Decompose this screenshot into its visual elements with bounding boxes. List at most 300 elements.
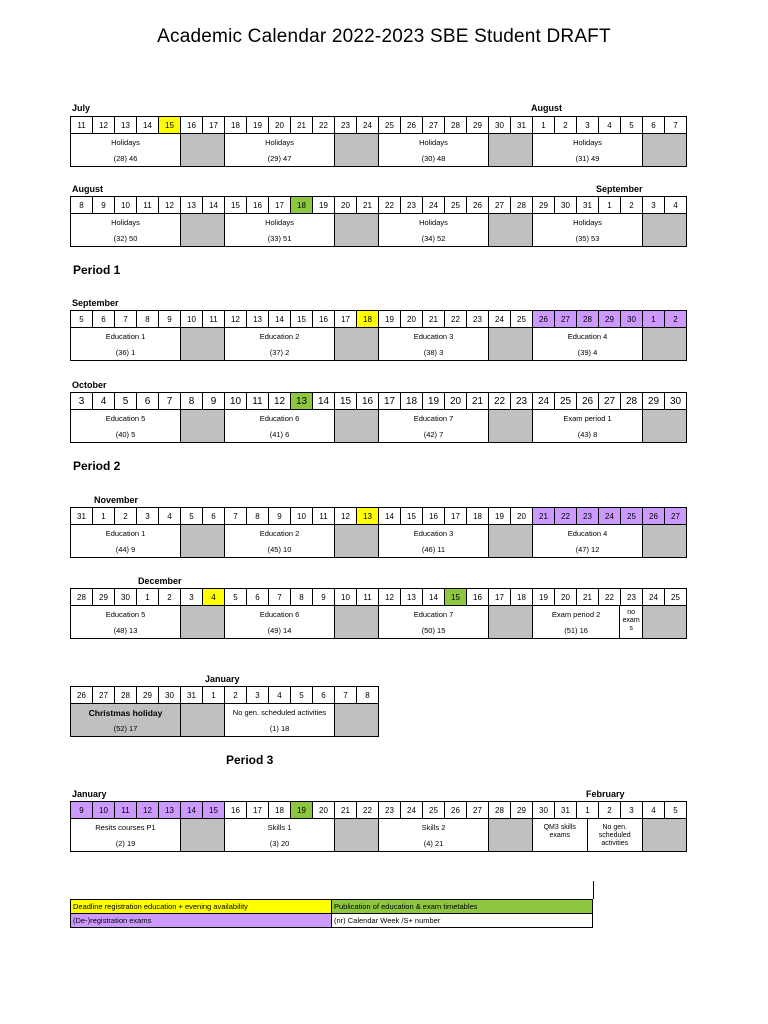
day-cell: 13 [247,311,269,328]
day-cell: 11 [247,393,269,410]
day-cell: 20 [401,311,423,328]
day-cell: 27 [423,117,445,134]
weekend-cell [335,134,379,167]
day-cell: 24 [643,589,665,606]
week-cell [71,214,181,247]
day-cell: 13 [159,802,181,819]
day-cell: 2 [665,311,687,328]
week-label: Skills 2 [421,823,446,832]
day-cell: 5 [71,311,93,328]
week-label: Holidays [111,138,140,147]
day-cell: 3 [181,589,203,606]
day-cell: 16 [423,508,445,525]
day-row [70,801,687,819]
day-cell: 29 [467,117,489,134]
day-cell: 21 [423,311,445,328]
weekend-cell [335,704,379,737]
week-note: no exam s [622,609,640,632]
day-cell: 13 [401,589,423,606]
day-cell: 27 [599,393,621,410]
week-number: (43) 8 [577,430,598,439]
day-row [70,116,687,134]
week-row [70,328,687,361]
day-row [70,310,687,328]
week-cell [533,410,643,443]
day-cell: 6 [313,687,335,704]
day-cell: 20 [511,508,533,525]
month-label-july: July [72,103,91,113]
day-cell: 14 [203,197,225,214]
weekend-cell [335,328,379,361]
day-cell: 5 [665,802,687,819]
day-cell: 26 [445,802,467,819]
week-number: (42) 7 [423,430,444,439]
day-cell: 16 [313,311,335,328]
day-cell: 29 [599,311,621,328]
day-cell: 7 [269,589,291,606]
day-cell: 7 [665,117,687,134]
day-cell: 7 [115,311,137,328]
week-group [533,328,687,361]
week-group [379,410,533,443]
week-group [225,525,379,558]
day-cell: 6 [137,393,159,410]
weekend-cell [489,606,533,639]
day-cell: 12 [379,589,401,606]
week-cell [225,214,335,247]
calendar-block [70,310,687,361]
day-cell: 25 [379,117,401,134]
day-cell: 18 [357,311,379,328]
day-cell: 2 [555,117,577,134]
week-row [70,525,687,558]
week-label: Christmas holiday [88,708,163,718]
period-3-heading: Period 3 [226,753,274,767]
day-cell: 10 [93,802,115,819]
day-cell: 15 [401,508,423,525]
day-cell: 13 [357,508,379,525]
day-cell: 3 [577,117,599,134]
week-group [533,525,687,558]
week-cell [533,134,643,167]
day-cell: 24 [489,311,511,328]
week-number: (49) 14 [267,626,292,635]
day-cell: 11 [313,508,335,525]
week-group [379,819,533,852]
day-cell: 28 [445,117,467,134]
day-cell: 12 [93,117,115,134]
day-cell: 11 [115,802,137,819]
day-cell: 29 [511,802,533,819]
day-cell: 10 [291,508,313,525]
day-cell: 9 [203,393,225,410]
day-cell: 22 [445,311,467,328]
weekend-cell [489,134,533,167]
week-group [533,410,687,443]
day-cell: 26 [533,311,555,328]
week-number: (1) 18 [269,724,290,733]
day-cell: 26 [577,393,599,410]
day-cell: 2 [115,508,137,525]
week-number: (29) 47 [267,154,292,163]
day-cell: 30 [159,687,181,704]
week-group [379,328,533,361]
day-cell: 10 [115,197,137,214]
calendar-block [70,196,687,247]
week-label: Holidays [419,138,448,147]
week-group [379,214,533,247]
day-cell: 27 [665,508,687,525]
day-cell: 11 [71,117,93,134]
week-label: Holidays [419,218,448,227]
day-cell: 14 [379,508,401,525]
week-number: (41) 6 [269,430,290,439]
day-cell: 10 [225,393,247,410]
week-label: Exam period 2 [551,610,601,619]
week-number: (30) 48 [421,154,446,163]
weekend-cell [643,134,687,167]
week-group [225,214,379,247]
day-cell: 16 [357,393,379,410]
week-label: Education 3 [413,332,454,341]
day-cell: 8 [71,197,93,214]
weekend-cell [181,328,225,361]
month-label-january: January [72,789,107,799]
week-number: (2) 19 [115,839,136,848]
day-cell: 21 [533,508,555,525]
week-cell [225,606,335,639]
weekend-cell [489,410,533,443]
week-cell [71,819,181,852]
day-cell: 30 [555,197,577,214]
day-cell: 6 [643,117,665,134]
day-cell: 5 [115,393,137,410]
day-cell: 16 [247,197,269,214]
weekend-cell [643,214,687,247]
day-cell: 1 [533,117,555,134]
week-label: Education 5 [105,414,146,423]
day-cell: 9 [71,802,93,819]
weekend-cell [643,819,687,852]
day-row [70,196,687,214]
weekend-cell [643,606,687,639]
day-cell: 15 [203,802,225,819]
day-cell: 25 [665,589,687,606]
day-cell: 13 [115,117,137,134]
day-cell: 22 [379,197,401,214]
day-cell: 23 [335,117,357,134]
day-cell: 12 [159,197,181,214]
week-group [225,819,379,852]
weekend-cell [489,525,533,558]
week-cell [533,606,643,639]
week-cell [71,328,181,361]
legend-yellow: Deadline registration education + evening availability [70,899,332,914]
weekend-cell [335,214,379,247]
legend-divider [593,881,594,899]
day-cell: 23 [467,311,489,328]
week-group [225,134,379,167]
weekend-cell [181,704,225,737]
week-label: Holidays [573,138,602,147]
week-number: (28) 46 [113,154,138,163]
day-cell: 3 [71,393,93,410]
week-group [71,328,225,361]
day-cell: 2 [159,589,181,606]
day-cell: 29 [93,589,115,606]
weekend-cell [489,819,533,852]
week-label: Holidays [265,218,294,227]
day-cell: 12 [225,311,247,328]
week-label: QM3 skills exams [533,819,588,851]
week-label: Education 4 [567,529,608,538]
weekend-cell [489,214,533,247]
week-group [225,606,379,639]
day-row [70,507,687,525]
week-label: Holidays [111,218,140,227]
week-group [379,525,533,558]
day-cell: 20 [445,393,467,410]
week-row [70,819,687,852]
week-label: Education 6 [259,610,300,619]
week-number: (51) 16 [564,626,588,635]
day-cell: 21 [291,117,313,134]
week-number: (3) 20 [269,839,290,848]
day-cell: 22 [357,802,379,819]
day-cell: 17 [269,197,291,214]
day-cell: 9 [313,589,335,606]
week-row [70,410,687,443]
day-cell: 31 [577,197,599,214]
day-cell: 14 [181,802,203,819]
day-cell: 4 [159,508,181,525]
week-cell [533,328,643,361]
week-group [71,704,225,737]
week-cell-main [533,606,620,638]
day-cell: 25 [555,393,577,410]
calendar-block-holiday [70,686,379,737]
week-label: Education 4 [567,332,608,341]
day-cell: 1 [93,508,115,525]
day-cell: 1 [599,197,621,214]
day-cell: 14 [269,311,291,328]
weekend-cell [335,819,379,852]
day-cell: 28 [115,687,137,704]
month-label-august: August [72,184,103,194]
day-cell: 29 [137,687,159,704]
day-cell: 13 [181,197,203,214]
month-label-december: December [138,576,182,586]
day-cell: 19 [379,311,401,328]
week-group [71,410,225,443]
period-1-heading: Period 1 [73,263,121,277]
month-label-august: August [531,103,562,113]
calendar-block [70,588,687,639]
day-cell: 25 [445,197,467,214]
day-cell: 18 [401,393,423,410]
week-label: Skills 1 [267,823,292,832]
week-group [533,134,687,167]
day-cell: 11 [357,589,379,606]
day-cell: 19 [489,508,511,525]
day-cell: 4 [599,117,621,134]
day-cell: 9 [269,508,291,525]
week-group [225,410,379,443]
week-number: (33) 51 [267,234,292,243]
week-group [71,819,225,852]
week-number: (32) 50 [113,234,138,243]
day-cell: 22 [489,393,511,410]
day-cell: 22 [599,589,621,606]
week-cell [71,704,181,737]
day-cell: 27 [555,311,577,328]
day-cell: 18 [225,117,247,134]
day-cell: 17 [335,311,357,328]
week-number: (46) 11 [421,545,446,554]
day-cell: 17 [203,117,225,134]
day-cell: 23 [621,589,643,606]
month-label-september: September [596,184,643,194]
day-cell: 17 [379,393,401,410]
day-cell: 15 [335,393,357,410]
day-cell: 1 [203,687,225,704]
week-cell [379,214,489,247]
legend-white: (nr) Calendar Week /S+ number [331,913,593,928]
day-cell: 29 [643,393,665,410]
period-2-heading: Period 2 [73,459,121,473]
week-cell [71,525,181,558]
week-cell [379,606,489,639]
week-number: (38) 3 [423,348,444,357]
day-cell: 5 [621,117,643,134]
day-cell: 14 [313,393,335,410]
day-cell: 15 [225,197,247,214]
week-label: Education 7 [413,610,454,619]
week-label-secondary: No gen. scheduled activities [598,824,631,847]
month-label-january: January [205,674,240,684]
week-cell [379,819,489,852]
day-cell: 31 [71,508,93,525]
day-cell: 26 [643,508,665,525]
week-cell [379,410,489,443]
week-cell [225,819,335,852]
calendar-block [70,392,687,443]
day-cell: 5 [291,687,313,704]
day-cell: 9 [159,311,181,328]
day-cell: 5 [181,508,203,525]
day-cell: 4 [203,589,225,606]
day-cell: 16 [181,117,203,134]
week-number: (45) 10 [267,545,292,554]
weekend-cell [489,328,533,361]
day-cell: 30 [621,311,643,328]
day-cell: 10 [181,311,203,328]
weekend-cell [643,525,687,558]
day-cell: 8 [247,508,269,525]
week-cell [533,819,643,852]
day-row [70,686,379,704]
day-cell: 24 [357,117,379,134]
week-cell [225,525,335,558]
week-number: (47) 12 [575,545,600,554]
week-cell [379,525,489,558]
weekend-cell [181,134,225,167]
weekend-cell [335,606,379,639]
week-label: Education 1 [105,332,146,341]
day-cell: 5 [225,589,247,606]
day-cell: 17 [247,802,269,819]
week-row [70,134,687,167]
day-cell: 7 [335,687,357,704]
day-cell: 15 [159,117,181,134]
day-cell: 17 [489,589,511,606]
day-cell: 22 [555,508,577,525]
month-label-october: October [72,380,107,390]
day-cell: 20 [335,197,357,214]
day-cell: 23 [511,393,533,410]
week-group [533,214,687,247]
day-cell: 3 [247,687,269,704]
week-label: Exam period 1 [563,414,612,423]
week-group [533,606,687,639]
week-cell [533,214,643,247]
day-row [70,392,687,410]
day-cell: 23 [577,508,599,525]
day-cell: 14 [137,117,159,134]
weekend-cell [181,525,225,558]
day-cell: 24 [533,393,555,410]
day-cell: 28 [577,311,599,328]
day-cell: 15 [445,589,467,606]
week-label: Holidays [265,138,294,147]
legend-purple: (De-)registration exams [70,913,332,928]
day-cell: 30 [489,117,511,134]
day-cell: 14 [423,589,445,606]
weekend-cell [181,606,225,639]
day-cell: 30 [115,589,137,606]
day-cell: 4 [665,197,687,214]
day-cell: 28 [71,589,93,606]
day-cell: 29 [533,197,555,214]
day-cell: 6 [203,508,225,525]
day-cell: 12 [269,393,291,410]
week-cell [71,606,181,639]
week-label: Holidays [573,218,602,227]
day-cell: 1 [137,589,159,606]
week-group [225,704,379,737]
month-label-september: September [72,298,119,308]
day-cell: 1 [643,311,665,328]
day-cell: 19 [247,117,269,134]
calendar-block [70,116,687,167]
week-label: Education 1 [105,529,146,538]
week-cell [71,410,181,443]
week-row [70,704,379,737]
day-cell: 30 [665,393,687,410]
day-cell: 7 [159,393,181,410]
weekend-cell [643,410,687,443]
week-group [71,134,225,167]
day-cell: 16 [467,589,489,606]
day-cell: 26 [71,687,93,704]
week-label: Education 5 [105,610,146,619]
week-label: Education 7 [413,414,454,423]
day-cell: 20 [555,589,577,606]
week-number: (34) 52 [421,234,446,243]
day-cell: 13 [291,393,313,410]
week-number: (44) 9 [115,545,136,554]
day-cell: 4 [269,687,291,704]
